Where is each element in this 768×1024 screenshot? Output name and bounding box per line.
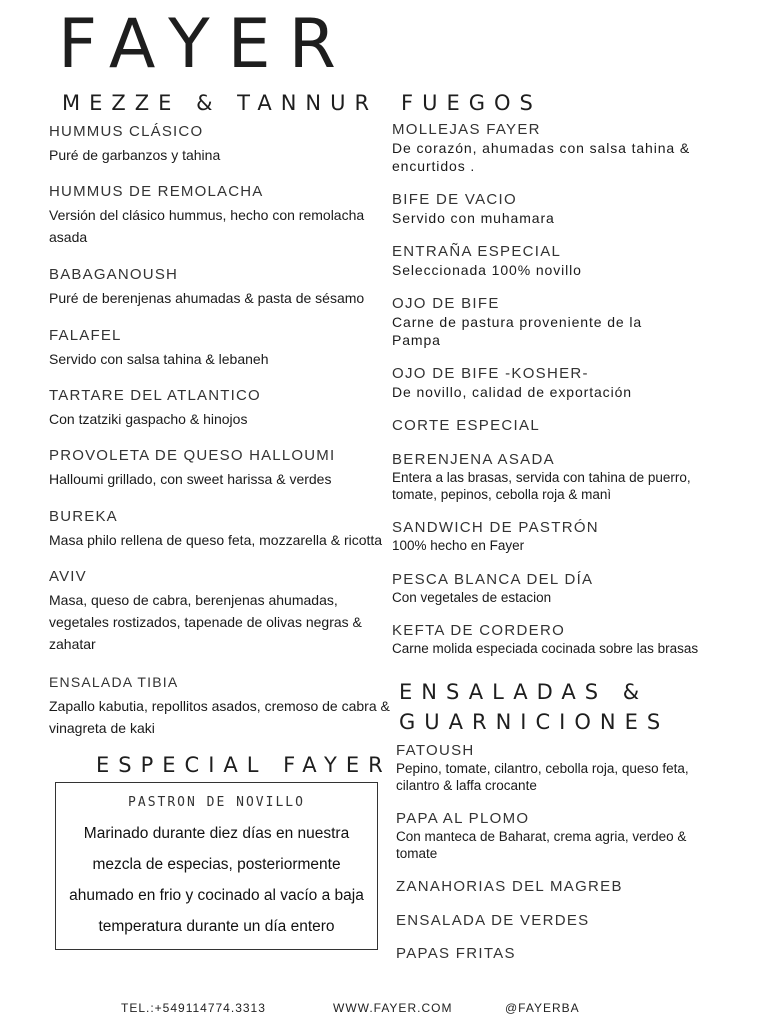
item-description: Carne molida especiada cocinada sobre las brasas <box>392 641 699 656</box>
item-description: Con manteca de Baharat, crema agria, verdeo & tomate <box>396 829 687 861</box>
item-name: PAPA AL PLOMO <box>396 810 530 827</box>
item-description: Servido con salsa tahina & lebaneh <box>49 351 269 367</box>
menu-item <box>392 364 732 401</box>
especial-box <box>55 782 378 950</box>
footer-phone: TEL.:+549114774.3313 <box>121 1001 266 1015</box>
item-name: BERENJENA ASADA <box>392 451 555 468</box>
item-description: Con tzatziki gaspacho & hinojos <box>49 411 248 427</box>
item-name: ZANAHORIAS DEL MAGREB <box>396 878 623 895</box>
item-description: Masa philo rellena de queso feta, mozzarella & ricotta <box>49 532 383 548</box>
item-name: BABAGANOUSH <box>49 266 179 283</box>
item-name: TARTARE DEL ATLANTICO <box>49 387 261 404</box>
section-title-especial: ESPECIAL FAYER <box>96 753 392 777</box>
item-name: BUREKA <box>49 508 118 525</box>
menu-item <box>396 944 736 963</box>
footer-website[interactable]: WWW.FAYER.COM <box>333 1001 453 1015</box>
item-description: Puré de berenjenas ahumadas & pasta de sésamo <box>49 290 365 306</box>
item-name: OJO DE BIFE <box>392 295 500 312</box>
item-name: FATOUSH <box>396 742 475 759</box>
menu-item <box>396 741 716 794</box>
item-name: ENSALADA TIBIA <box>49 674 179 690</box>
section-title-mezze: MEZZE & TANNUR <box>62 91 379 115</box>
brand-title: FAYER <box>58 5 354 84</box>
item-description: Carne de pastura proveniente de la Pampa <box>392 314 643 348</box>
menu-item <box>49 386 399 430</box>
item-description: Pepino, tomate, cilantro, cebolla roja, queso feta, cilantro & laffa crocante <box>396 761 689 793</box>
item-description: Halloumi grillado, con sweet harissa & verdes <box>49 471 332 487</box>
menu-item <box>392 190 732 227</box>
item-description: 100% hecho en Fayer <box>392 538 525 553</box>
especial-box-title: PASTRON DE NOVILLO <box>128 795 305 810</box>
especial-box-text: Marinado durante diez días en nuestra mezcla de especias, posteriormente ahumado en frio y cocinado al vacío a baja temperatura durante un día entero <box>69 825 364 935</box>
item-description: Servido con muhamara <box>392 210 555 226</box>
item-description: De corazón, ahumadas con salsa tahina & encurtidos . <box>392 140 691 174</box>
item-name: HUMMUS CLÁSICO <box>49 123 204 140</box>
menu-item <box>392 621 737 657</box>
item-name: FALAFEL <box>49 327 122 344</box>
menu-item <box>49 673 397 739</box>
item-name: KEFTA DE CORDERO <box>392 622 566 639</box>
item-description: Seleccionada 100% novillo <box>392 262 582 278</box>
item-description: Masa, queso de cabra, berenjenas ahumadas, vegetales rostizados, tapenade de olivas negras & zahatar <box>49 592 362 652</box>
menu-item <box>392 294 692 349</box>
section-title-guarniciones: GUARNICIONES <box>399 710 670 734</box>
menu-item <box>49 122 399 166</box>
item-name: PAPAS FRITAS <box>396 945 516 962</box>
item-description: De novillo, calidad de exportación <box>392 384 632 400</box>
section-title-fuegos: FUEGOS <box>401 91 542 115</box>
menu-item <box>49 567 384 655</box>
item-name: HUMMUS DE REMOLACHA <box>49 183 264 200</box>
menu-item <box>49 182 399 248</box>
item-name: PESCA BLANCA DEL DÍA <box>392 571 594 588</box>
menu-item <box>392 416 732 435</box>
item-name: OJO DE BIFE -KOSHER- <box>392 365 589 382</box>
item-description: Entera a las brasas, servida con tahina de puerro, tomate, pepinos, cebolla roja & manì <box>392 470 691 502</box>
menu-item <box>49 507 399 551</box>
menu-item <box>392 120 732 175</box>
item-description: Zapallo kabutia, repollitos asados, cremoso de cabra & vinagreta de kaki <box>49 698 390 736</box>
menu-item <box>392 242 732 279</box>
menu-item <box>396 809 716 862</box>
item-name: SANDWICH DE PASTRÓN <box>392 519 599 536</box>
section-title-ensaladas: ENSALADAS & <box>399 680 649 704</box>
item-name: MOLLEJAS FAYER <box>392 121 541 138</box>
footer-social-handle[interactable]: @FAYERBA <box>505 1001 580 1015</box>
item-name: BIFE DE VACIO <box>392 191 517 208</box>
menu-item <box>49 265 399 309</box>
menu-item <box>392 450 722 503</box>
menu-item <box>396 911 736 930</box>
item-name: ENTRAÑA ESPECIAL <box>392 243 562 260</box>
item-name: AVIV <box>49 568 87 585</box>
item-name: CORTE ESPECIAL <box>392 417 540 434</box>
item-description: Con vegetales de estacion <box>392 590 552 605</box>
item-description: Puré de garbanzos y tahina <box>49 147 221 163</box>
menu-item <box>392 570 732 606</box>
item-name: ENSALADA DE VERDES <box>396 912 590 929</box>
menu-item <box>392 518 732 554</box>
item-name: PROVOLETA DE QUESO HALLOUMI <box>49 447 336 464</box>
menu-item <box>49 446 399 490</box>
menu-item <box>396 877 736 896</box>
menu-item <box>49 326 399 370</box>
item-description: Versión del clásico hummus, hecho con remolacha asada <box>49 207 365 245</box>
